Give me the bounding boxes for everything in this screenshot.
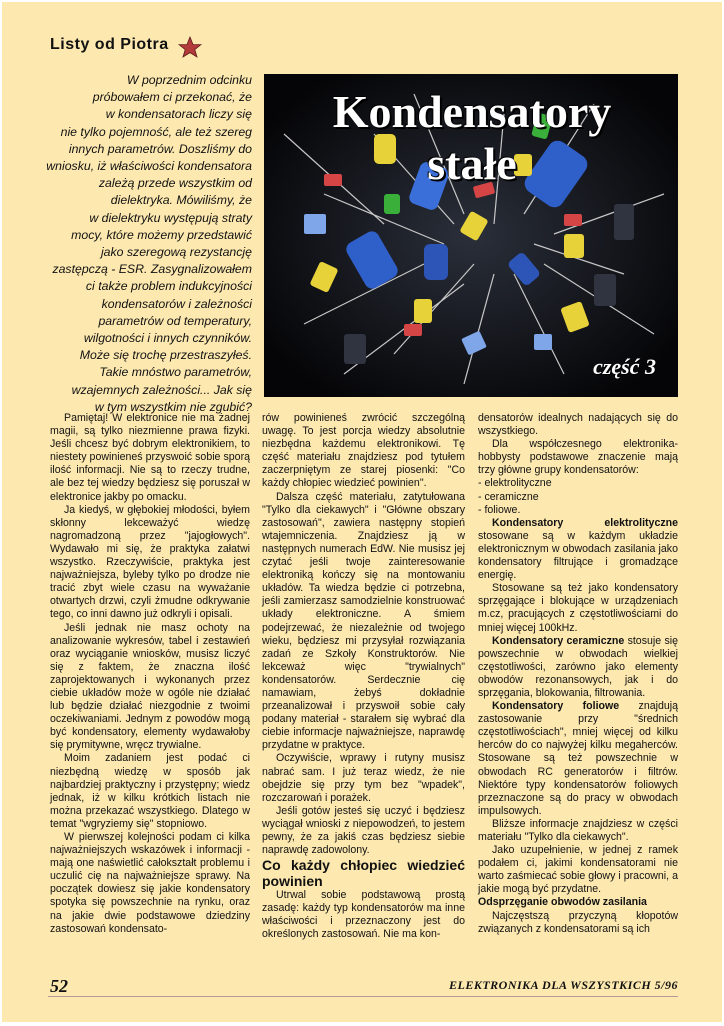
paragraph: Jeśli gotów jesteś się uczyć i będziesz wyciągał wnioski z niepowodzeń, to jestem pewny, że za jakiś czas będziesz siebie naprawdę zadowolony. [262, 804, 465, 857]
lead-line: mocy, które możemy przedstawić [71, 227, 252, 242]
paragraph-text: stosowane są w każdym układzie elektronicznym w obwodach zasilania jako kondensatory filtrujące i gromadzące energię. [478, 529, 678, 582]
lead-line: innych parametrów. Doszliśmy do [68, 141, 252, 156]
lead-line: Takie mnóstwo parametrów, [99, 365, 252, 380]
paragraph: Najczęstszą przyczyną kłopotów związanych z kondensatorami są ich [478, 909, 678, 935]
text-column-1 [50, 412, 250, 936]
article-title-line: Kondensatory [332, 86, 612, 137]
paragraph: rów powinieneś zwrócić szczególną uwagę. To jest porcja wiedzy absolutnie niezbędna każdemu elektronikowi. Tę część materiału znajdziesz pod tytułem zaczerpniętym ze starej piosenki: "Co każdy chłopiec wiedzieć powinien". [262, 412, 465, 490]
lead-line: nie tylko pojemność, ale też szereg [60, 124, 252, 139]
paragraph [478, 517, 678, 582]
paragraph: Oczywiście, wprawy i rutyny musisz nabrać sam. I już teraz wiedz, że nie obejdzie się przy tym bez "wpadek", rozczarowań i porażek. [262, 752, 465, 804]
lead-line: w dielektryku występują straty [89, 210, 252, 225]
term: Kondensatory foliowe [492, 700, 620, 713]
lead-line: wilgotności i innych czynników. [83, 331, 252, 346]
paragraph: Utrwal sobie podstawową prostą zasadę: każdy typ kondensatorów ma inne właściwości i przeznaczony jest do określonych zastosowań. Nie ma kon- [262, 889, 465, 941]
magazine-title: ELEKTRONIKA DLA WSZYSTKICH 5/96 [449, 978, 678, 992]
lead-paragraph [46, 72, 252, 416]
lead-line: W poprzednim odcinku [126, 73, 252, 87]
lead-line: dielektryka. Mówiliśmy, że [110, 193, 252, 208]
lead-line: w tym wszystkim nie zgubić? [94, 399, 252, 414]
star-icon [178, 36, 202, 58]
lead-line: Może się trochę przestraszyłeś. [79, 348, 252, 363]
text-column-3 [478, 412, 678, 936]
paragraph: Ja kiedyś, w głębokiej młodości, byłem skłonny lekceważyć wiedzę nagromadzoną przez "jajogłowych". Wydawało mi się, że praktyka załatwi wszystko. Rzeczywiście, praktyka jest najważniejsza, byleby tylko po drodze nie tracić zbyt wiele czasu na wyważanie otwartych drzwi, czyli żmudne odkrywanie tego, co inni dawno już odkryli i opisali. [50, 503, 250, 621]
section-heading: Odsprzęganie obwodów zasilania [478, 896, 647, 909]
lead-line: wzajemnych zależności... Jak się [71, 382, 252, 397]
part-label: część 3 [593, 354, 656, 379]
lead-line: jako szeregową rezystancję [100, 245, 252, 260]
paragraph [478, 700, 678, 818]
list-item: - elektrolityczne [478, 477, 552, 490]
paragraph: Bliższe informacje znajdziesz w części materiału "Tylko dla ciekawych". [478, 817, 678, 843]
lead-line: wniosku, iż właściwości kondensatora [46, 159, 252, 174]
paragraph-text: znajdują zastosowanie przy "średnich częstotliwościach", mniej więcej od kilku herców do co najwyżej kilku megaherców. Stosowane są też powszechnie w obwodach RC generatorów i filtrów. Niektóre typy kondensatorów foliowych przeznaczone są do pracy w obwodach impulsowych. [478, 700, 678, 817]
list-item: - ceramiczne [478, 490, 539, 503]
paragraph: Pamiętaj! W elektronice nie ma żadnej magii, są tylko niezmienne prawa fizyki. Jeśli chcesz być dobrym elektronikiem, to niestety powinieneś przyswoić sobie sporą ilość informacji. Nie są to rzeczy trudne, ale bez tej wiedzy będziesz się poruszał w elektronice jakby po omacku. [50, 412, 250, 503]
lead-line: w kondensatorach liczy się [105, 107, 252, 122]
paragraph: Stosowane są też jako kondensatory sprzęgające i blokujące w urządzeniach m.cz, pracujących z częstotliwościami do mniej więcej 100kHz. [478, 582, 678, 634]
list-item: - foliowe. [478, 503, 521, 516]
paragraph: densatorów idealnych nadających się do wszystkiego. [478, 412, 678, 438]
paragraph: W pierwszej kolejności podam ci kilka najważniejszych wskazówek i informacji - mają one naświetlić całokształt problemu i uczulić cię na najważniejsze sprawy. Na początek dowiesz się jakie kondensatory spotyka się powszechnie na rynku, oraz na jakie dwie podstawowe dziedziny zastosowań kondensato- [50, 831, 250, 935]
paragraph: Jako uzupełnienie, w jednej z ramek podałem ci, jakimi kondensatorami nie warto zaśmiecać sobie głowy i pracowni, a jakie mogą być przydatne. [478, 844, 678, 896]
column-title: Listy od Piotra [50, 36, 169, 53]
section-heading: Co każdy chłopiec wiedzieć powinien [262, 857, 465, 890]
lead-line: ci także problem indukcyjności [85, 279, 252, 294]
term: Kondensatory ceramiczne [492, 634, 625, 647]
lead-line: kondensatorów i zależności [101, 296, 252, 311]
article-title-line: stałe [427, 138, 517, 189]
paragraph: Moim zadaniem jest podać ci niezbędną wiedzę w sposób jak najbardziej praktyczny i przystępny; wiedz jednak, iż w kilku krótkich listach nie można przekazać wszystkiego. Dlatego w temat "wgryziemy się" stopniowo. [50, 752, 250, 830]
footer-divider [48, 996, 678, 997]
term: Kondensatory elektrolityczne [492, 516, 678, 529]
paragraph [478, 635, 678, 700]
lead-line: parametrów od temperatury, [98, 313, 252, 328]
lead-line: zależą przede wszystkim od [98, 176, 252, 191]
paragraph-text: stosuje się powszechnie w obwodach wielkiej częstotliwości, zarówno jako elementy obwodów rezonansowych, jak i do sprzęgania, blokowania, filtrowania. [478, 634, 678, 699]
paragraph: Jeśli jednak nie masz ochoty na analizowanie wykresów, tabel i zestawień oraz wyciąganie wniosków, musisz liczyć się z faktem, że znaczna ilość zaprojektowanych i wykonanych przez ciebie układów może w ogóle nie działać lub będzie działać niezgodnie z twoimi oczekiwaniami. Jednym z powodów mogą być kondensatory, elementy wydawałoby się prymitywne, wręcz trywialne. [50, 621, 250, 752]
paragraph: Dla współczesnego elektronika-hobbysty podstawowe znaczenie mają trzy główne grupy kondensatorów: [478, 438, 678, 477]
page-number: 52 [50, 976, 68, 996]
paragraph: Dalsza część materiału, zatytułowana "Tylko dla ciekawych" i "Główne obszary zastosowań", zawiera następny stopień wtajemniczenia. Znajdziesz ją w następnych numerach EdW. Nie musisz jej czytać jeśli twoje zainteresowanie elektroniką kończy się na montowaniu układów. Ta wiedza będzie ci potrzebna, jeśli zamierzasz samodzielnie konstruować układy elektroniczne. A śmiem podejrzewać, że niezależnie od twojego wieku, będziesz mi przysyłał rozwiązania zadań ze Szkoły Konstruktorów. Nie lekceważ więc "trywialnych" kondensatorów. Serdecznie cię namawiam, żebyś dokładnie przeanalizował i przyswoił sobie cały podany materiał - starałem się wybrać dla ciebie informacje najważniejsze, naprawdę przydatne w praktyce. [262, 490, 465, 752]
lead-line: próbowałem ci przekonać, że [92, 90, 252, 105]
article-title [272, 86, 672, 190]
magazine-page [2, 2, 722, 1022]
text-column-2 [262, 412, 465, 942]
lead-line: zastępczą - ESR. Zasygnalizowałem [52, 262, 252, 277]
